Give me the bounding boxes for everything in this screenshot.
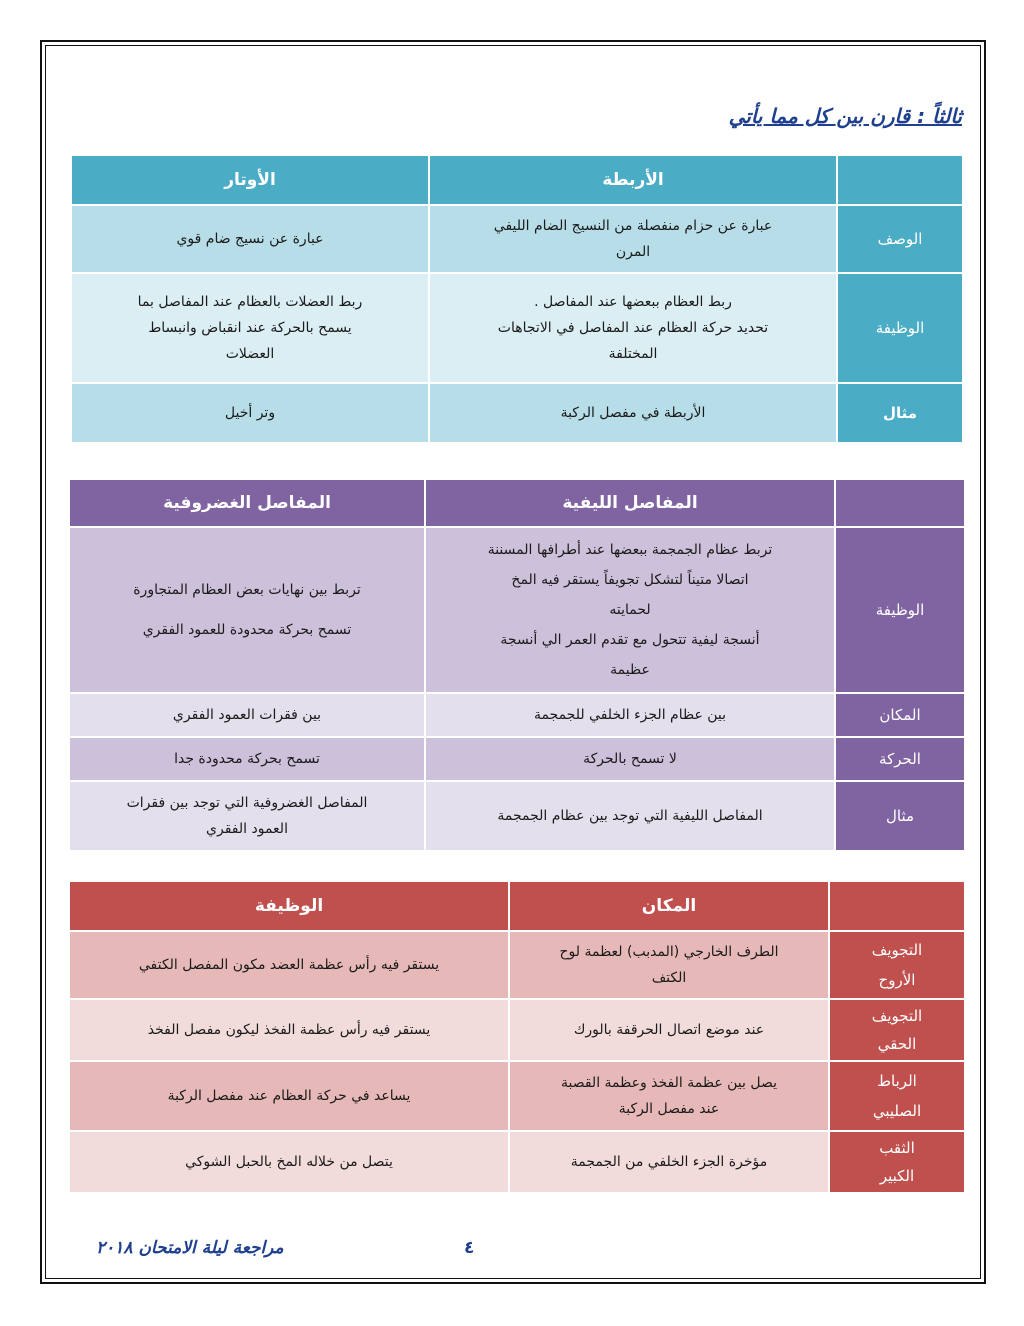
cell-text: المفاصل الغضروفية التي توجد بين فقرات <box>126 795 368 811</box>
cell-text: لحمايته <box>609 602 651 618</box>
cell-text: ربط العضلات بالعظام عند المفاصل بما <box>137 294 363 310</box>
cell-text: يصل بين عظمة الفخذ وعظمة القصبة <box>560 1075 778 1091</box>
table-row <box>69 1061 965 1131</box>
table-header-row <box>69 881 965 931</box>
row-label <box>829 1061 965 1131</box>
cell-text: يساعد في حركة العظام عند مفصل الركبة <box>167 1088 411 1104</box>
table-cell <box>71 273 429 383</box>
header-corner-cell <box>837 155 963 205</box>
table-cell <box>69 1061 509 1131</box>
table-row <box>69 999 965 1061</box>
cell-text: عند مفصل الركبة <box>618 1101 720 1117</box>
table-cell <box>69 737 425 781</box>
header-corner-cell <box>835 479 965 527</box>
cell-text: المختلفة <box>608 346 658 362</box>
table-header-row <box>71 155 963 205</box>
table-row <box>69 527 965 693</box>
row-label-text: الكبير <box>879 1167 915 1185</box>
table-cell <box>509 931 829 999</box>
table-row <box>69 1131 965 1193</box>
table-cell <box>425 693 835 737</box>
ligaments-tendons-table <box>70 154 964 444</box>
table-cell <box>509 1131 829 1193</box>
cell-text: عبارة عن نسيج ضام قوي <box>176 231 324 247</box>
cell-text: العمود الفقري <box>206 821 288 837</box>
table-cell <box>425 527 835 693</box>
cell-text: الطرف الخارجي (المدبب) لعظمة لوح <box>559 944 779 960</box>
cell-text: لا تسمح بالحركة <box>583 751 677 767</box>
table-cell <box>69 999 509 1061</box>
row-label-text: الحقي <box>877 1035 917 1053</box>
table-header-row <box>69 479 965 527</box>
table-cell <box>429 273 837 383</box>
cell-text: مؤخرة الجزء الخلفي من الجمجمة <box>570 1154 768 1170</box>
cell-text: المفاصل الليفية التي توجد بين عظام الجمجمة <box>497 808 763 824</box>
row-label: الوصف <box>837 205 963 273</box>
cell-text: تربط بين نهايات بعض العظام المتجاورة <box>133 582 361 598</box>
cell-text: عبارة عن حزام منفصلة من النسيج الضام الليفي <box>493 218 773 234</box>
row-label-text: الثقب <box>879 1139 915 1157</box>
cell-text: تسمح بحركة محدودة للعمود الفقري <box>142 622 352 638</box>
cell-text: يتصل من خلاله المخ بالحبل الشوكي <box>185 1154 393 1170</box>
cell-text: يستقر فيه رأس عظمة الفخذ ليكون مفصل الفخذ <box>147 1022 431 1038</box>
cell-text: تسمح بحركة محدودة جدا <box>174 751 320 767</box>
row-label: مثال <box>835 781 965 851</box>
header-fibrous-joints: المفاصل الليفية <box>425 479 835 527</box>
table-cell <box>69 1131 509 1193</box>
cell-text: الأربطة في مفصل الركبة <box>560 405 706 421</box>
table-cell <box>509 1061 829 1131</box>
header-location: المكان <box>509 881 829 931</box>
cell-text: العضلات <box>225 346 275 362</box>
header-cartilaginous-joints: المفاصل الغضروفية <box>69 479 425 527</box>
row-label: المكان <box>835 693 965 737</box>
header-corner-cell <box>829 881 965 931</box>
row-label: الوظيفة <box>837 273 963 383</box>
table-cell <box>425 737 835 781</box>
table-cell <box>509 999 829 1061</box>
row-label-text: الرباط <box>877 1072 917 1090</box>
table-row <box>71 383 963 443</box>
row-label-text: التجويف <box>871 1007 923 1025</box>
table-row <box>69 931 965 999</box>
bone-structures-table <box>68 880 966 1194</box>
header-tendons: الأوتار <box>71 155 429 205</box>
table-row <box>71 205 963 273</box>
cell-text: ربط العظام ببعضها عند المفاصل . <box>534 294 732 310</box>
table-row <box>69 693 965 737</box>
table-cell <box>425 781 835 851</box>
row-label: الحركة <box>835 737 965 781</box>
table-cell <box>429 205 837 273</box>
table-cell <box>429 383 837 443</box>
header-ligaments: الأربطة <box>429 155 837 205</box>
cell-text: بين فقرات العمود الفقري <box>172 707 322 723</box>
cell-text: وتر أخيل <box>224 405 276 421</box>
row-label <box>829 999 965 1061</box>
cell-text: الكتف <box>651 970 687 986</box>
row-label <box>829 1131 965 1193</box>
row-label: الوظيفة <box>835 527 965 693</box>
row-label-text: الأروح <box>878 971 916 989</box>
table-cell <box>71 205 429 273</box>
table-cell <box>69 781 425 851</box>
table-row <box>71 273 963 383</box>
cell-text: اتصالا متيناً لتشكل تجويفاً يستقر فيه المخ <box>511 572 749 588</box>
table-cell <box>69 693 425 737</box>
cell-text: تربط عظام الجمجمة ببعضها عند أطرافها المسننة <box>487 542 773 558</box>
section-heading: ثالثاً : قارن بين كل مما يأتي <box>728 104 962 128</box>
cell-text: عند موضع اتصال الحرقفة بالورك <box>573 1022 765 1038</box>
cell-text: بين عظام الجزء الخلفي للجمجمة <box>533 707 727 723</box>
cell-text: يسمح بالحركة عند انقباض وانبساط <box>148 320 352 336</box>
table-cell <box>69 931 509 999</box>
table-row <box>69 781 965 851</box>
row-label: مثال <box>837 383 963 443</box>
cell-text: أنسجة ليفية تتحول مع تقدم العمر الي أنسجة <box>500 632 760 648</box>
table-cell <box>71 383 429 443</box>
cell-text: تحديد حركة العظام عند المفاصل في الاتجاهات <box>497 320 769 336</box>
row-label-text: التجويف <box>871 941 923 959</box>
cell-text: يستقر فيه رأس عظمة العضد مكون المفصل الكتفي <box>138 957 440 973</box>
footer-title: مراجعة ليلة الامتحان ٢٠١٨ <box>96 1238 284 1258</box>
cell-text: عظيمة <box>610 662 650 678</box>
row-label <box>829 931 965 999</box>
table-row <box>69 737 965 781</box>
cell-text: المرن <box>615 244 651 260</box>
row-label-text: الصليبي <box>872 1102 922 1120</box>
joints-table <box>68 478 966 852</box>
table-cell <box>69 527 425 693</box>
page-number: ٤ <box>464 1238 475 1258</box>
header-function: الوظيفة <box>69 881 509 931</box>
